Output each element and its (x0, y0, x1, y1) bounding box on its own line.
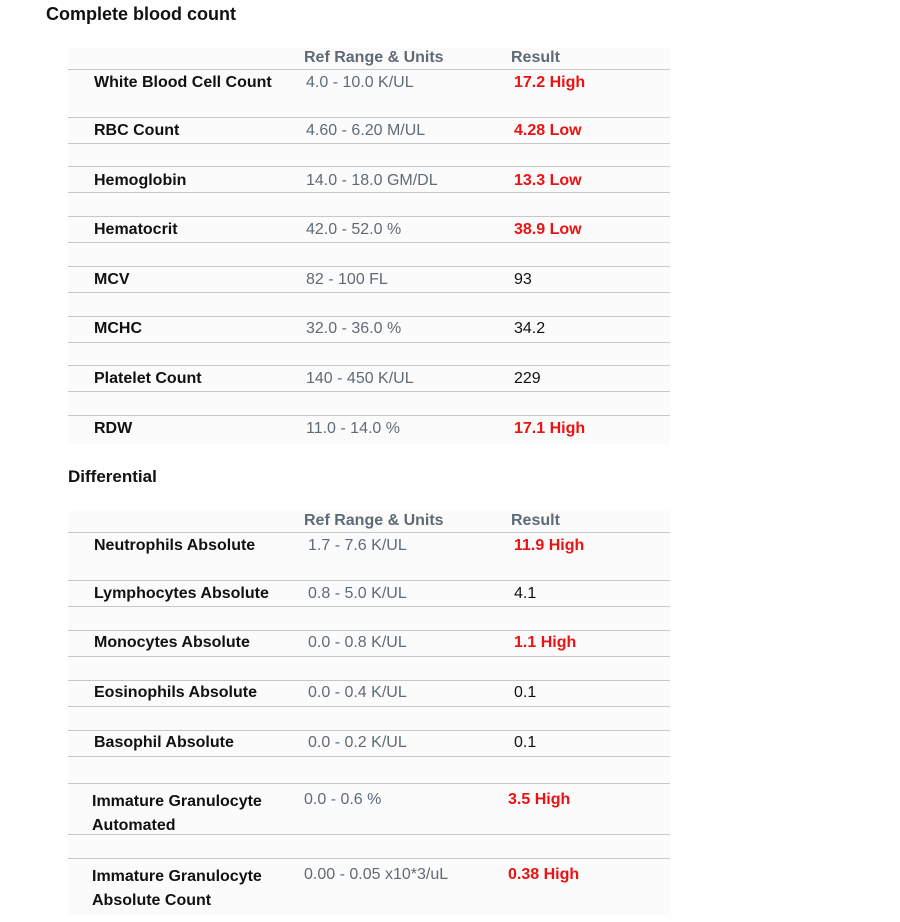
row-ref-range: 0.0 - 0.2 K/UL (308, 734, 407, 751)
diff-ref-header: Ref Range & Units (304, 512, 444, 529)
row-name: RBC Count (94, 122, 180, 139)
row-name: Basophil Absolute (94, 734, 234, 751)
row-result: 3.5 High (508, 791, 571, 808)
row-result: 11.9 High (514, 537, 585, 554)
divider (68, 630, 670, 631)
row-ref-range: 4.0 - 10.0 K/UL (306, 74, 414, 91)
row-result: 4.1 (514, 585, 537, 602)
divider (68, 680, 670, 681)
divider (68, 730, 670, 731)
row-ref-range: 0.0 - 0.4 K/UL (308, 684, 407, 701)
row-result: 229 (514, 370, 541, 387)
divider (68, 292, 670, 293)
divider (68, 117, 670, 118)
row-result: 13.3 Low (514, 172, 582, 189)
row-ref-range: 0.8 - 5.0 K/UL (308, 585, 407, 602)
row-name: White Blood Cell Count (94, 74, 272, 91)
row-name: MCV (94, 271, 130, 288)
divider (68, 783, 670, 784)
row-ref-range: 14.0 - 18.0 GM/DL (306, 172, 438, 189)
row-name: Monocytes Absolute (94, 634, 250, 651)
diff-result-header: Result (511, 512, 560, 529)
row-name: Platelet Count (94, 370, 202, 387)
row-result: 1.1 High (514, 634, 577, 651)
divider (68, 706, 670, 707)
row-name: Immature Granulocyte Absolute Count (92, 868, 262, 909)
divider (68, 143, 670, 144)
divider (68, 858, 670, 859)
row-ref-range: 82 - 100 FL (306, 271, 388, 288)
divider (68, 756, 670, 757)
divider (68, 316, 670, 317)
divider (68, 266, 670, 267)
cbc-ref-header: Ref Range & Units (304, 49, 444, 66)
divider (68, 242, 670, 243)
row-result: 93 (514, 271, 532, 288)
diff-title: Differential (68, 467, 157, 486)
divider (68, 342, 670, 343)
row-name: Hemoglobin (94, 172, 187, 189)
cbc-title: Complete blood count (46, 4, 236, 24)
divider (68, 606, 670, 607)
row-ref-range: 11.0 - 14.0 % (306, 420, 400, 437)
row-ref-range: 1.7 - 7.6 K/UL (308, 537, 407, 554)
row-ref-range: 0.00 - 0.05 x10*3/uL (304, 866, 449, 883)
divider (68, 532, 670, 533)
divider (68, 580, 670, 581)
row-result: 17.1 High (514, 420, 586, 437)
divider (68, 391, 670, 392)
row-ref-range: 0.0 - 0.8 K/UL (308, 634, 407, 651)
diff-panel (68, 511, 670, 915)
row-name: Lymphocytes Absolute (94, 585, 269, 602)
divider (68, 415, 670, 416)
row-name: Eosinophils Absolute (94, 684, 257, 701)
row-ref-range: 32.0 - 36.0 % (306, 320, 402, 337)
row-ref-range: 4.60 - 6.20 M/UL (306, 122, 426, 139)
divider (68, 656, 670, 657)
row-ref-range: 42.0 - 52.0 % (306, 221, 402, 238)
row-name: MCHC (94, 320, 142, 337)
row-ref-range: 140 - 450 K/UL (306, 370, 414, 387)
divider (68, 192, 670, 193)
row-name: Hematocrit (94, 221, 178, 238)
divider (68, 69, 670, 70)
row-result: 0.1 (514, 684, 537, 701)
row-result: 4.28 Low (514, 122, 582, 139)
row-name: Neutrophils Absolute (94, 537, 256, 554)
divider (68, 216, 670, 217)
row-name: RDW (94, 420, 133, 437)
row-name: Immature Granulocyte Automated (92, 793, 262, 834)
row-result: 0.38 High (508, 866, 580, 883)
divider (68, 166, 670, 167)
divider (68, 365, 670, 366)
row-ref-range: 0.0 - 0.6 % (304, 791, 382, 808)
row-result: 17.2 High (514, 74, 586, 91)
row-result: 34.2 (514, 320, 546, 337)
row-result: 38.9 Low (514, 221, 582, 238)
row-result: 0.1 (514, 734, 537, 751)
cbc-result-header: Result (511, 49, 560, 66)
